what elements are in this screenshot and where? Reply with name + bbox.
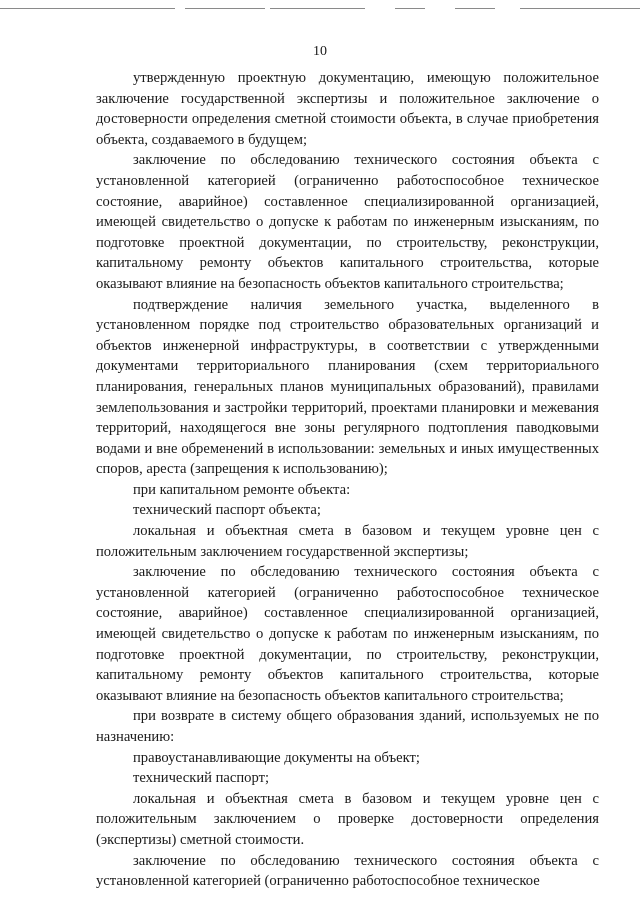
paragraph: заключение по обследованию технического состояния объекта с установленной категорией (ограниченно работоспособное техническое состояние, аварийное) составленное специализированной организацией, имеющей свидетельство о допуске к работам по инженерным изысканиям, по подготовке проектной документации, по строительству, реконструкции, капитальному ремонту объектов капитального строительства, которые оказывают влияние на безопасность объектов капитального строительства; (96, 564, 599, 704)
paragraph: подтверждение наличия земельного участка, выделенного в установленном порядке под строительство образовательных организаций и объектов инженерной инфраструктуры, в соответствии с утвержденными документами территориального планирования (схем территориального планирования, генеральных планов муниципальных образований), правилами землепользования и застройки территорий, проектами планировки и межевания территорий, находящегося вне зоны регулярного подтопления паводковыми водами и вне обременений в использовании: земельных и иных имущественных споров, ареста (запрещения к использованию); (96, 296, 599, 478)
paragraph: технический паспорт объекта; (133, 502, 321, 519)
document-body (96, 68, 599, 892)
paragraph: при возврате в систему общего образования зданий, используемых не по назначению: (96, 708, 599, 745)
paragraph: правоустанавливающие документы на объект; (133, 749, 420, 766)
paragraph: локальная и объектная смета в базовом и текущем уровне цен с положительным заключением о проверке достоверности определения (экспертизы) сметной стоимости. (96, 790, 599, 848)
paragraph: при капитальном ремонте объекта: (133, 481, 351, 498)
page-number: 10 (313, 44, 327, 59)
paragraph: утвержденную проектную документацию, имеющую положительное заключение государственной экспертизы и положительное заключение о достоверности определения сметной стоимости объекта, в случае приобретения объекта, создаваемого в будущем; (96, 70, 599, 148)
paragraph: технический паспорт; (133, 770, 270, 787)
paragraph: заключение по обследованию технического состояния объекта с установленной категорией (ограниченно работоспособное техническое (96, 852, 599, 890)
scan-edge-line (0, 8, 640, 10)
paragraph: локальная и объектная смета в базовом и текущем уровне цен с положительным заключением государственной экспертизы; (96, 523, 599, 560)
paragraph: заключение по обследованию технического состояния объекта с установленной категорией (ограниченно работоспособное техническое состояние, аварийное) составленное специализированной организацией, имеющей свидетельство о допуске к работам по инженерным изысканиям, по подготовке проектной документации, по строительству, реконструкции, капитальному ремонту объектов капитального строительства, которые оказывают влияние на безопасность объектов капитального строительства; (96, 152, 599, 292)
